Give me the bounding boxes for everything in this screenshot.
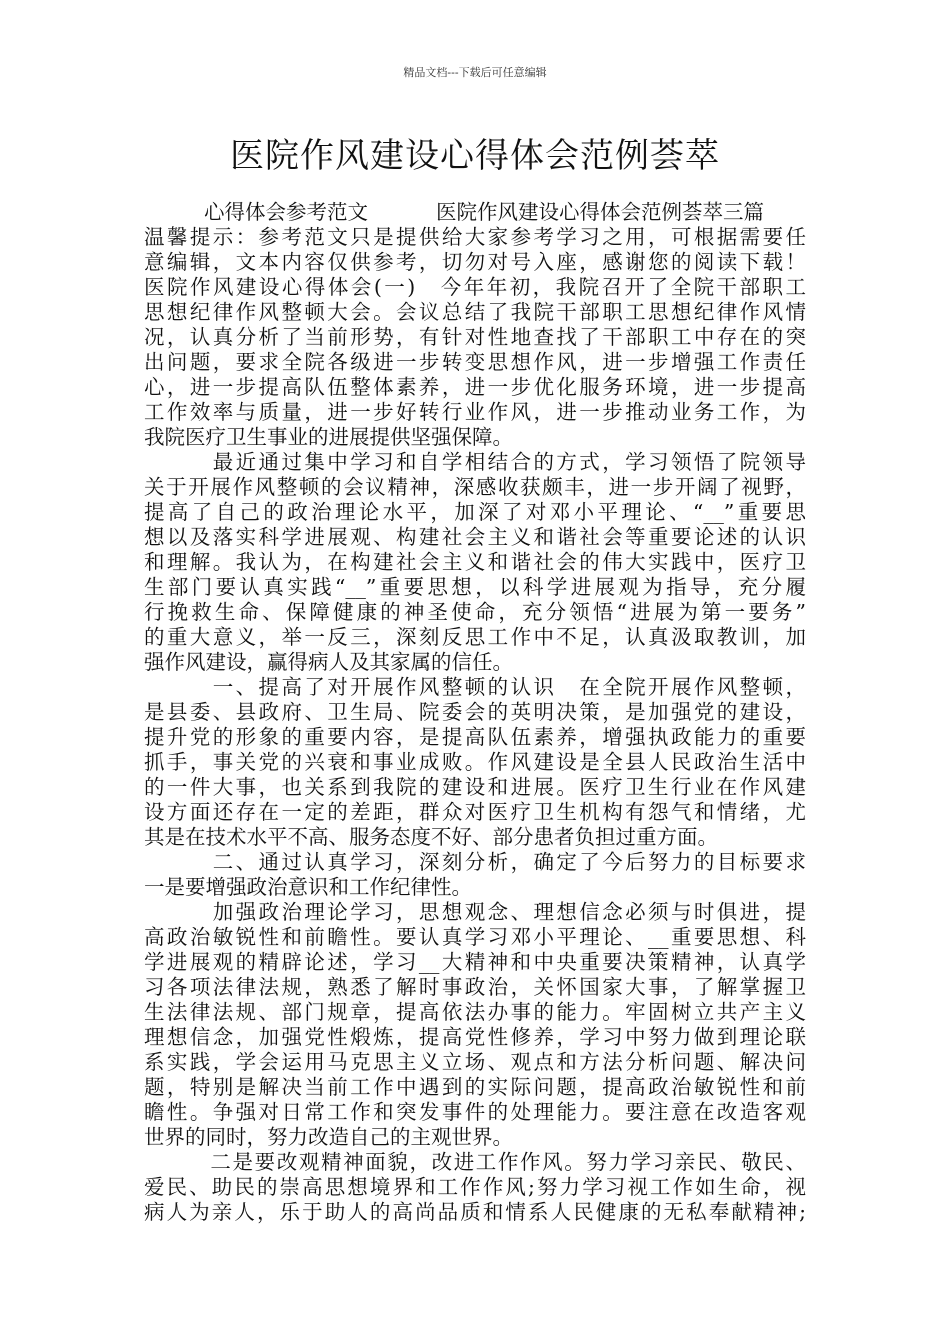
text-line: 想以及落实科学进展观、构建社会主义和谐社会等重要论述的认识 (144, 525, 806, 549)
text-line: 理想信念，加强党性煅炼，提高党性修养，学习中努力做到理论联 (144, 1025, 806, 1049)
text-line: 习各项法律法规，熟悉了解时事政治，关怀国家大事，了解掌握卫 (144, 975, 806, 999)
text-line: 的重大意义，举一反三，深刻反思工作中不足，认真汲取教训，加 (144, 625, 806, 649)
text-line: 心，进一步提高队伍整体素养，进一步优化服务环境，进一步提高 (144, 375, 806, 399)
text-line: 加强政治理论学习，思想观念、理想信念必须与时俱进，提 (144, 900, 806, 924)
text-line: 二是要改观精神面貌，改进工作作风。努力学习亲民、敬民、 (144, 1150, 806, 1174)
text-line: 工作效率与质量，进一步好转行业作风，进一步推动业务工作，为 (144, 400, 806, 424)
intro-doc-title: 医院作风建设心得体会范例荟萃三篇 (436, 200, 764, 224)
text-line: 最近通过集中学习和自学相结合的方式，学习领悟了院领导 (144, 450, 806, 474)
text-line: 提高了自己的政治理论水平，加深了对邓小平理论、“__”重要思 (144, 500, 806, 524)
page-title: 医院作风建设心得体会范例荟萃 (230, 136, 720, 176)
text-line: 生法律法规、部门规章，提高依法办事的能力。牢固树立共产主义 (144, 1000, 806, 1024)
text-line: 医院作风建设心得体会(一) 今年年初，我院召开了全院干部职工 (144, 275, 806, 299)
intro-line (144, 200, 806, 225)
text-line: 是县委、县政府、卫生局、院委会的英明决策，是加强党的建设， (144, 700, 806, 724)
intro-label: 心得体会参考范文 (204, 200, 368, 224)
text-line: 学进展观的精辟论述，学习__大精神和中央重要决策精神，认真学 (144, 950, 806, 974)
text-line: 行挽救生命、保障健康的神圣使命，充分领悟“进展为第一要务” (144, 600, 806, 624)
text-line: 高政治敏锐性和前瞻性。要认真学习邓小平理论、__重要思想、科 (144, 925, 806, 949)
header-note: 精品文档---下载后可任意编辑 (403, 66, 547, 79)
text-line: 病人为亲人，乐于助人的高尚品质和情系人民健康的无私奉献精神; (144, 1200, 806, 1224)
text-line: 出问题，要求全院各级进一步转变思想作风，进一步增强工作责任 (144, 350, 806, 374)
text-line: 的一件大事，也关系到我院的建设和进展。医疗卫生行业在作风建 (144, 775, 806, 799)
text-line: 我院医疗卫生事业的进展提供坚强保障。 (144, 425, 513, 449)
text-line: 关于开展作风整顿的会议精神，深感收获颇丰，进一步开阔了视野， (144, 475, 806, 499)
text-line: 强作风建设，赢得病人及其家属的信任。 (144, 650, 513, 674)
text-line: 意编辑，文本内容仅供参考，切勿对号入座，感谢您的阅读下载！ (144, 250, 806, 274)
text-line: 系实践，学会运用马克思主义立场、观点和方法分析问题、解决问 (144, 1050, 806, 1074)
document-body (144, 200, 806, 1225)
text-line: 爱民、助民的崇高思想境界和工作作风;努力学习视工作如生命，视 (144, 1175, 806, 1199)
text-line: 瞻性。争强对日常工作和突发事件的处理能力。要注意在改造客观 (144, 1100, 806, 1124)
text-line: 抓手，事关党的兴衰和事业成败。作风建设是全县人民政治生活中 (144, 750, 806, 774)
text-line: 生部门要认真实践“__”重要思想，以科学进展观为指导，充分履 (144, 575, 806, 599)
text-line: 一是要增强政治意识和工作纪律性。 (144, 875, 472, 899)
text-line: 题，特别是解决当前工作中遇到的实际问题，提高政治敏锐性和前 (144, 1075, 806, 1099)
text-line: 一、提高了对开展作风整顿的认识 在全院开展作风整顿， (144, 675, 806, 699)
text-line: 温馨提示：参考范文只是提供给大家参考学习之用，可根据需要任 (144, 225, 806, 249)
text-line: 二、通过认真学习，深刻分析，确定了今后努力的目标要求 (144, 850, 806, 874)
text-line: 设方面还存在一定的差距，群众对医疗卫生机构有怨气和情绪，尤 (144, 800, 806, 824)
text-line: 其是在技术水平不高、服务态度不好、部分患者负担过重方面。 (144, 825, 718, 849)
text-line: 和理解。我认为，在构建社会主义和谐社会的伟大实践中，医疗卫 (144, 550, 806, 574)
text-line: 提升党的形象的重要内容，是提高队伍素养，增强执政能力的重要 (144, 725, 806, 749)
text-line: 世界的同时，努力改造自己的主观世界。 (144, 1125, 513, 1149)
text-line: 况，认真分析了当前形势，有针对性地查找了干部职工中存在的突 (144, 325, 806, 349)
text-line: 思想纪律作风整顿大会。会议总结了我院干部职工思想纪律作风情 (144, 300, 806, 324)
